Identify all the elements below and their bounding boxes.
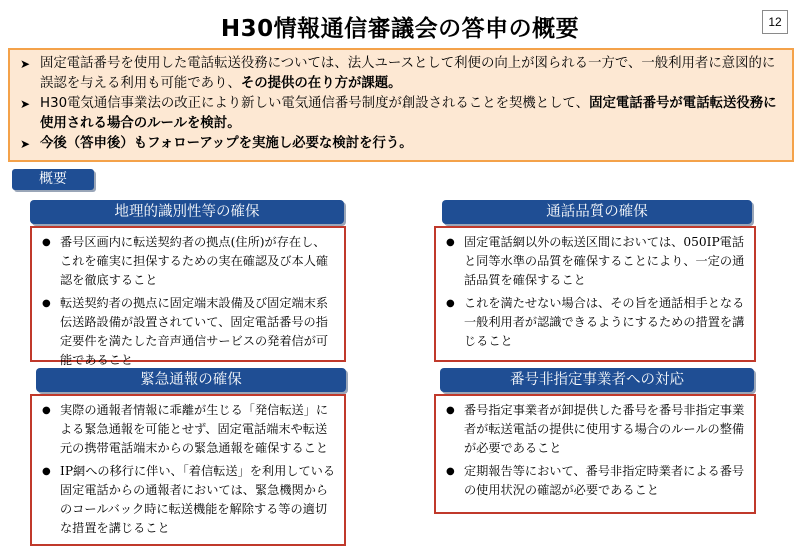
summary-text: 固定電話番号を使用した電話転送役務については、法人ユースとして利便の向上が図られる一方で、一般利用者に意図的に誤認を与える利用も可能であり、 (40, 56, 776, 91)
section-box-geo (30, 226, 346, 367)
summary-emphasis: 固定電話番号が電話転送役務に使用される場合のルールを検討。 (40, 96, 777, 131)
section-title-quality: 通話品質の確保 (442, 200, 752, 224)
dot-bullet-icon: ● (42, 405, 51, 416)
dot-bullet-icon: ● (42, 237, 51, 248)
list-item (40, 401, 336, 458)
list-item (40, 294, 336, 370)
section-title-nondesig: 番号非指定事業者への対応 (440, 368, 754, 392)
list-item (40, 462, 336, 538)
list-item-text: 固定電話網以外の転送区間においては、050IP電話と同等水準の品質を確保することにより、一定の通話品質を確保すること (464, 235, 745, 287)
list-item-text: 実際の通報者情報に乖離が生じる「発信転送」による緊急通報を可能とせず、固定電話端末や転送元の携帯電話端末からの緊急通報を確保すること (60, 403, 329, 455)
dot-bullet-icon: ● (446, 298, 455, 309)
summary-text: H30電気通信事業法の改正により新しい電気通信番号制度が創設されることを契機として、 (40, 96, 590, 111)
list-item-text: IP網への移行に伴い、「着信転送」を利用している固定電話からの通報者においては、緊急機関からのコールバック時に転送機能を解除する等の適切な措置を講じること (60, 464, 336, 535)
list-item (40, 233, 336, 290)
list-item (444, 401, 746, 458)
dot-bullet-icon: ● (446, 237, 455, 248)
list-item-text: これを満たせない場合は、その旨を通話相手となる一般利用者が認識できるようにするための措置を講じること (464, 296, 745, 348)
list-item (444, 294, 746, 351)
arrow-bullet-icon: ➤ (20, 97, 31, 111)
summary-item (20, 94, 782, 134)
dot-bullet-icon: ● (42, 298, 51, 309)
section-title-geo: 地理的識別性等の確保 (30, 200, 344, 224)
section-title-emergency: 緊急通報の確保 (36, 368, 346, 392)
summary-emphasis: 今後（答申後）もフォローアップを実施し必要な検討を行う。 (40, 136, 413, 151)
section-box-nondesig (434, 394, 756, 514)
list-item (444, 233, 746, 290)
list-item-text: 番号指定事業者が卸提供した番号を番号非指定事業者が転送電話の提供に使用する場合のルールの整備が必要であること (464, 403, 745, 455)
dot-bullet-icon: ● (42, 466, 51, 477)
list-item-text: 定期報告等において、番号非指定時業者による番号の使用状況の確認が必要であること (464, 464, 745, 497)
section-box-emergency (30, 394, 346, 546)
summary-item (20, 54, 782, 94)
summary-box (8, 48, 794, 162)
arrow-bullet-icon: ➤ (20, 57, 31, 71)
dot-bullet-icon: ● (446, 466, 455, 477)
section-box-quality (434, 226, 756, 362)
summary-emphasis: その提供の在り方が課題。 (240, 76, 402, 91)
list-item (444, 462, 746, 500)
arrow-bullet-icon: ➤ (20, 137, 31, 151)
list-item-text: 転送契約者の拠点に固定端末設備及び固定端末系伝送路設備が設置されていて、固定電話番号の指定要件を満たした音声通信サービスの発着信が可能であること (60, 296, 329, 367)
page-title: H30情報通信審議会の答申の概要 (220, 16, 580, 42)
dot-bullet-icon: ● (446, 405, 455, 416)
page-number: 12 (762, 10, 788, 34)
overview-label: 概要 (12, 169, 94, 190)
summary-item (20, 134, 782, 154)
list-item-text: 番号区画内に転送契約者の拠点(住所)が存在し、これを確実に担保するための実在確認及び本人確認を徹底すること (60, 235, 329, 287)
